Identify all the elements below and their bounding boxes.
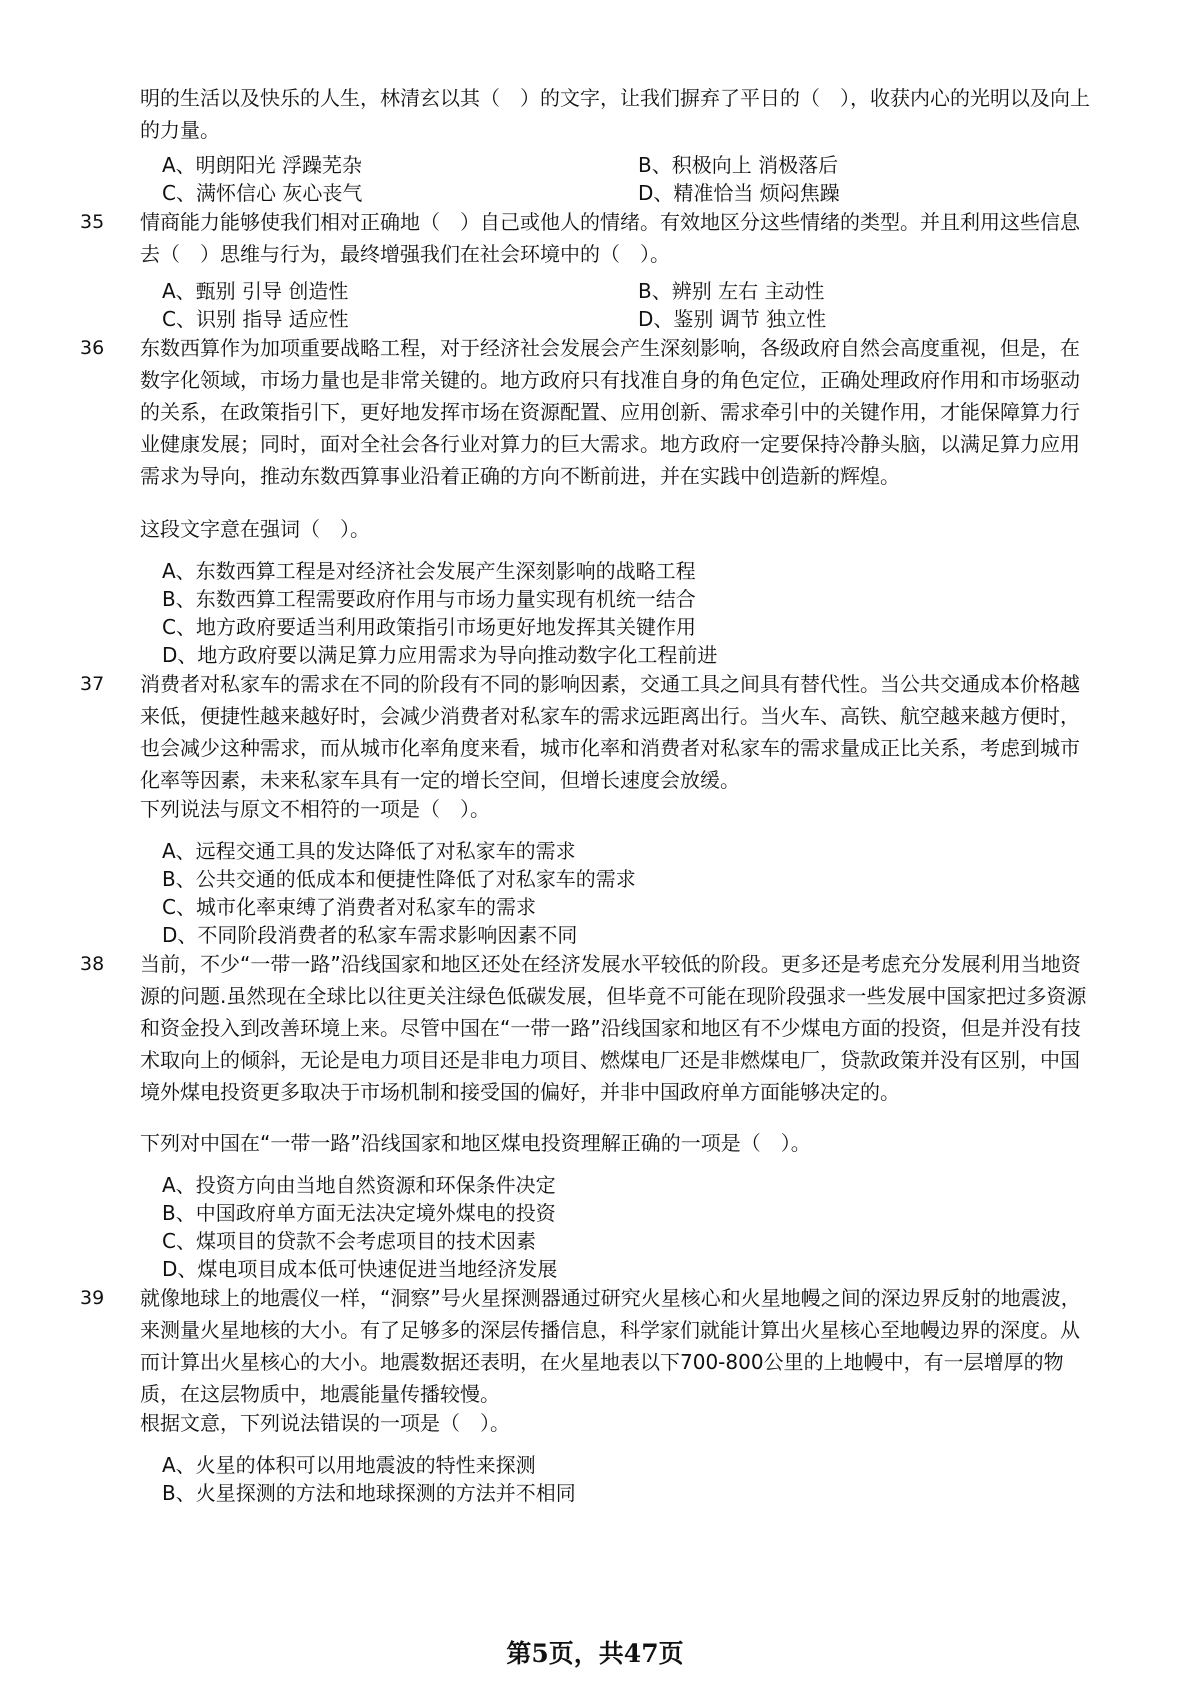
option-a: A、投资方向由当地自然资源和环保条件决定 — [162, 1173, 556, 1197]
option-d: D、不同阶段消费者的私家车需求影响因素不同 — [162, 923, 578, 947]
option-b: B、中国政府单方面无法决定境外煤电的投资 — [162, 1201, 556, 1225]
option-b: B、东数西算工程需要政府作用与市场力量实现有机统一结合 — [162, 587, 696, 611]
question-stem: 就像地球上的地震仪一样，“洞察”号火星探测器通过研究火星核心和火星地幔之间的深边界反射的地震波，来测量火星地核的大小。有了足够多的深层传播信息，科学家们就能计算出火星核心至地幔边界的深度。从而计算出火星核心的大小。地震数据还表明，在火星地表以下700-800公里的上地幔中，有一层增厚的物质，在这层物质中，地震能量传播较慢。 — [140, 1286, 1081, 1406]
question-number: 38 — [80, 953, 105, 975]
question-prompt: 下列对中国在“一带一路”沿线国家和地区煤电投资理解正确的一项是（ ）。 — [140, 1131, 811, 1155]
question-prompt: 这段文字意在强词（ ）。 — [140, 517, 370, 541]
question-number: 36 — [80, 337, 105, 359]
question-stem: 消费者对私家车的需求在不同的阶段有不同的影响因素，交通工具之间具有替代性。当公共交通成本价格越来低，便捷性越来越好时，会减少消费者对私家车的需求远距离出行。当火车、高铁、航空越来越方便时，也会减少这种需求，而从城市化率角度来看，城市化率和消费者对私家车的需求量成正比关系，考虑到城市化率等因素，未来私家车具有一定的增长空间，但增长速度会放缓。 — [140, 672, 1080, 792]
option-a: A、远程交通工具的发达降低了对私家车的需求 — [162, 839, 576, 863]
option-d: D、鉴别 调节 独立性 — [638, 307, 827, 331]
question-stem: 东数西算作为加项重要战略工程，对于经济社会发展会产生深刻影响，各级政府自然会高度重视，但是，在数字化领域，市场力量也是非常关键的。地方政府只有找准自身的角色定位，正确处理政府作用和市场驱动的关系，在政策指引下，更好地发挥市场在资源配置、应用创新、需求牵引中的关键作用，才能保障算力行业健康发展；同时，面对全社会各行业对算力的巨大需求。地方政府一定要保持冷静头脑，以满足算力应用需求为导向，推动东数西算事业沿着正确的方向不断前进，并在实践中创造新的辉煌。 — [140, 336, 1080, 488]
question-number: 35 — [80, 211, 105, 233]
option-a: A、火星的体积可以用地震波的特性来探测 — [162, 1453, 536, 1477]
passage-continuation: 明的生活以及快乐的人生，林清玄以其（ ）的文字，让我们摒弃了平日的（ ），收获内心的光明以及向上的力量。 — [140, 86, 1090, 142]
option-c: C、识别 指导 适应性 — [162, 307, 349, 331]
page-number-footer: 第5页，共47页 — [506, 1639, 684, 1668]
option-c: C、满怀信心 灰心丧气 — [162, 181, 363, 205]
question-prompt: 根据文意，下列说法错误的一项是（ ）。 — [140, 1411, 510, 1435]
option-c: C、城市化率束缚了消费者对私家车的需求 — [162, 895, 536, 919]
question-prompt: 下列说法与原文不相符的一项是（ ）。 — [140, 797, 490, 821]
option-c: C、地方政府要适当利用政策指引市场更好地发挥其关键作用 — [162, 615, 696, 639]
question-number: 39 — [80, 1287, 105, 1309]
option-d: D、地方政府要以满足算力应用需求为导向推动数字化工程前进 — [162, 643, 718, 667]
option-d: D、精准恰当 烦闷焦躁 — [638, 181, 840, 205]
option-a: A、甄别 引导 创造性 — [162, 279, 349, 303]
option-d: D、煤电项目成本低可快速促进当地经济发展 — [162, 1257, 558, 1281]
option-b: B、辨别 左右 主动性 — [638, 279, 825, 303]
option-a: A、东数西算工程是对经济社会发展产生深刻影响的战略工程 — [162, 559, 696, 583]
option-b: B、公共交通的低成本和便捷性降低了对私家车的需求 — [162, 867, 636, 891]
option-c: C、煤项目的贷款不会考虑项目的技术因素 — [162, 1229, 536, 1253]
question-stem: 当前，不少“一带一路”沿线国家和地区还处在经济发展水平较低的阶段。更多还是考虑充分发展利用当地资源的问题.虽然现在全球比以往更关注绿色低碳发展，但毕竟不可能在现阶段强求一些发展中国家把过多资源和资金投入到改善环境上来。尽管中国在“一带一路”沿线国家和地区有不少煤电方面的投资，但是并没有技术取向上的倾斜，无论是电力项目还是非电力项目、燃煤电厂还是非燃煤电厂，贷款政策并没有区别，中国境外煤电投资更多取决于市场机制和接受国的偏好，并非中国政府单方面能够决定的。 — [140, 952, 1087, 1104]
option-b: B、火星探测的方法和地球探测的方法并不相同 — [162, 1481, 576, 1505]
option-b: B、积极向上 消极落后 — [638, 153, 839, 177]
question-number: 37 — [80, 673, 105, 695]
question-stem: 情商能力能够使我们相对正确地（ ）自己或他人的情绪。有效地区分这些情绪的类型。并且利用这些信息去（ ）思维与行为，最终增强我们在社会环境中的（ ）。 — [140, 210, 1080, 266]
option-a: A、明朗阳光 浮躁芜杂 — [162, 153, 363, 177]
